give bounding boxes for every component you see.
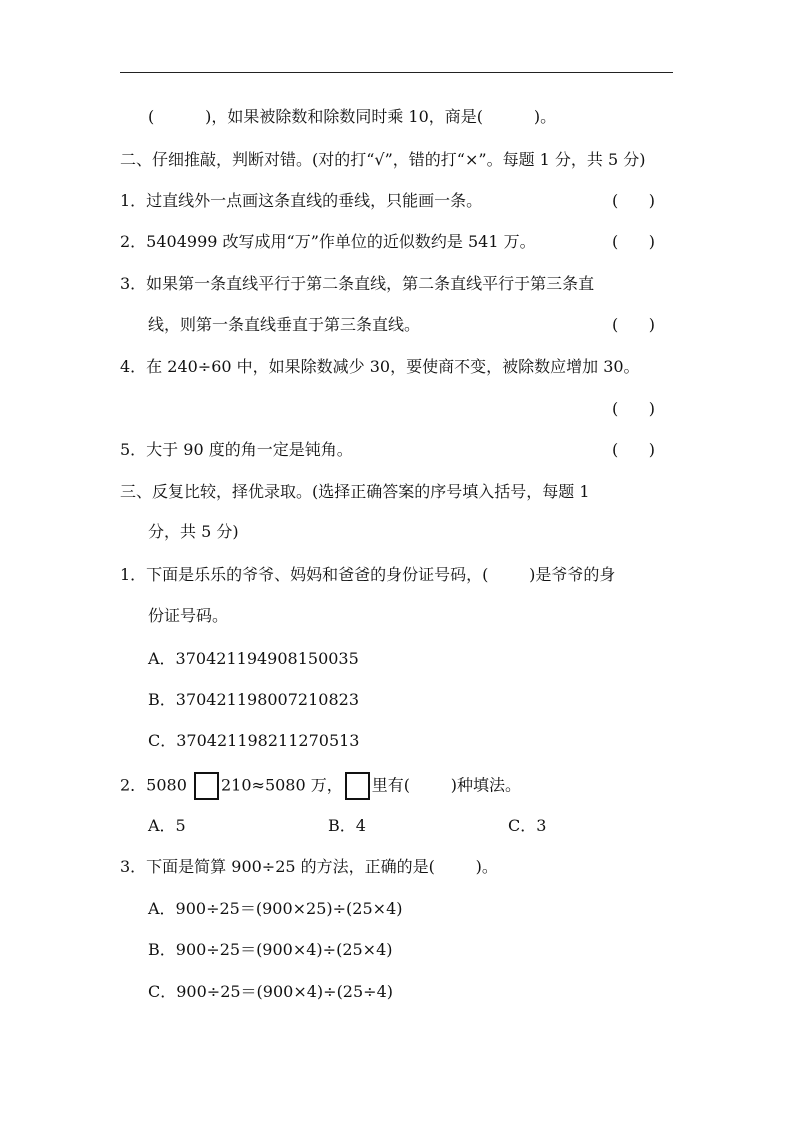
s2-item-5-answer: ( ) — [612, 440, 655, 459]
s3-q2 — [120, 772, 521, 800]
s3-q1-option-b: B．370421198007210823 — [148, 690, 359, 709]
s3-q2-option-c: C．3 — [508, 816, 547, 835]
section3-heading: 三、反复比较，择优录取。(选择正确答案的序号填入括号，每题 1 — [120, 482, 590, 501]
s2-item-2: 2．5404999 改写成用“万”作单位的近似数约是 541 万。 — [120, 232, 536, 251]
s3-q2-post: 里有( )种填法。 — [371, 775, 521, 795]
s3-q2-option-b: B．4 — [328, 816, 366, 835]
s2-item-2-answer: ( ) — [612, 232, 655, 251]
s2-item-1: 1．过直线外一点画这条直线的垂线，只能画一条。 — [120, 191, 483, 210]
section2-heading: 二、仔细推敲，判断对错。(对的打“√”，错的打“×”。每题 1 分，共 5 分) — [120, 150, 646, 169]
blank-box — [345, 772, 370, 800]
s3-q2-option-a: A．5 — [148, 816, 186, 835]
s3-q2-pre: 2．5080 — [120, 775, 187, 795]
s3-q1-option-c: C．370421198211270513 — [148, 731, 360, 750]
header-rule — [120, 72, 673, 73]
s2-item-5: 5．大于 90 度的角一定是钝角。 — [120, 440, 353, 459]
s3-q3-option-a: A．900÷25＝(900×25)÷(25×4) — [148, 899, 403, 918]
blank-box — [194, 772, 219, 800]
s3-q1: 1．下面是乐乐的爷爷、妈妈和爸爸的身份证号码，( )是爷爷的身 — [120, 565, 616, 584]
s2-item-4: 4．在 240÷60 中，如果除数减少 30，要使商不变，被除数应增加 30。 — [120, 357, 640, 376]
s3-q1-option-a: A．370421194908150035 — [148, 649, 359, 668]
s3-q2-mid: 210≈5080 万， — [221, 775, 343, 795]
s2-item-1-answer: ( ) — [612, 191, 655, 210]
s3-q3: 3．下面是简算 900÷25 的方法，正确的是( )。 — [120, 857, 498, 876]
s2-item-3-cont: 线，则第一条直线垂直于第三条直线。 — [148, 315, 421, 334]
s2-item-4-answer: ( ) — [612, 399, 655, 418]
section3-heading-cont: 分，共 5 分) — [148, 522, 239, 541]
s3-q1-cont: 份证号码。 — [148, 606, 229, 625]
top-line: ( )，如果被除数和除数同时乘 10，商是( )。 — [148, 107, 557, 126]
s3-q3-option-c: C．900÷25＝(900×4)÷(25÷4) — [148, 982, 393, 1001]
s2-item-3-answer: ( ) — [612, 315, 655, 334]
s2-item-3: 3．如果第一条直线平行于第二条直线，第二条直线平行于第三条直 — [120, 274, 595, 293]
s3-q3-option-b: B．900÷25＝(900×4)÷(25×4) — [148, 940, 393, 959]
